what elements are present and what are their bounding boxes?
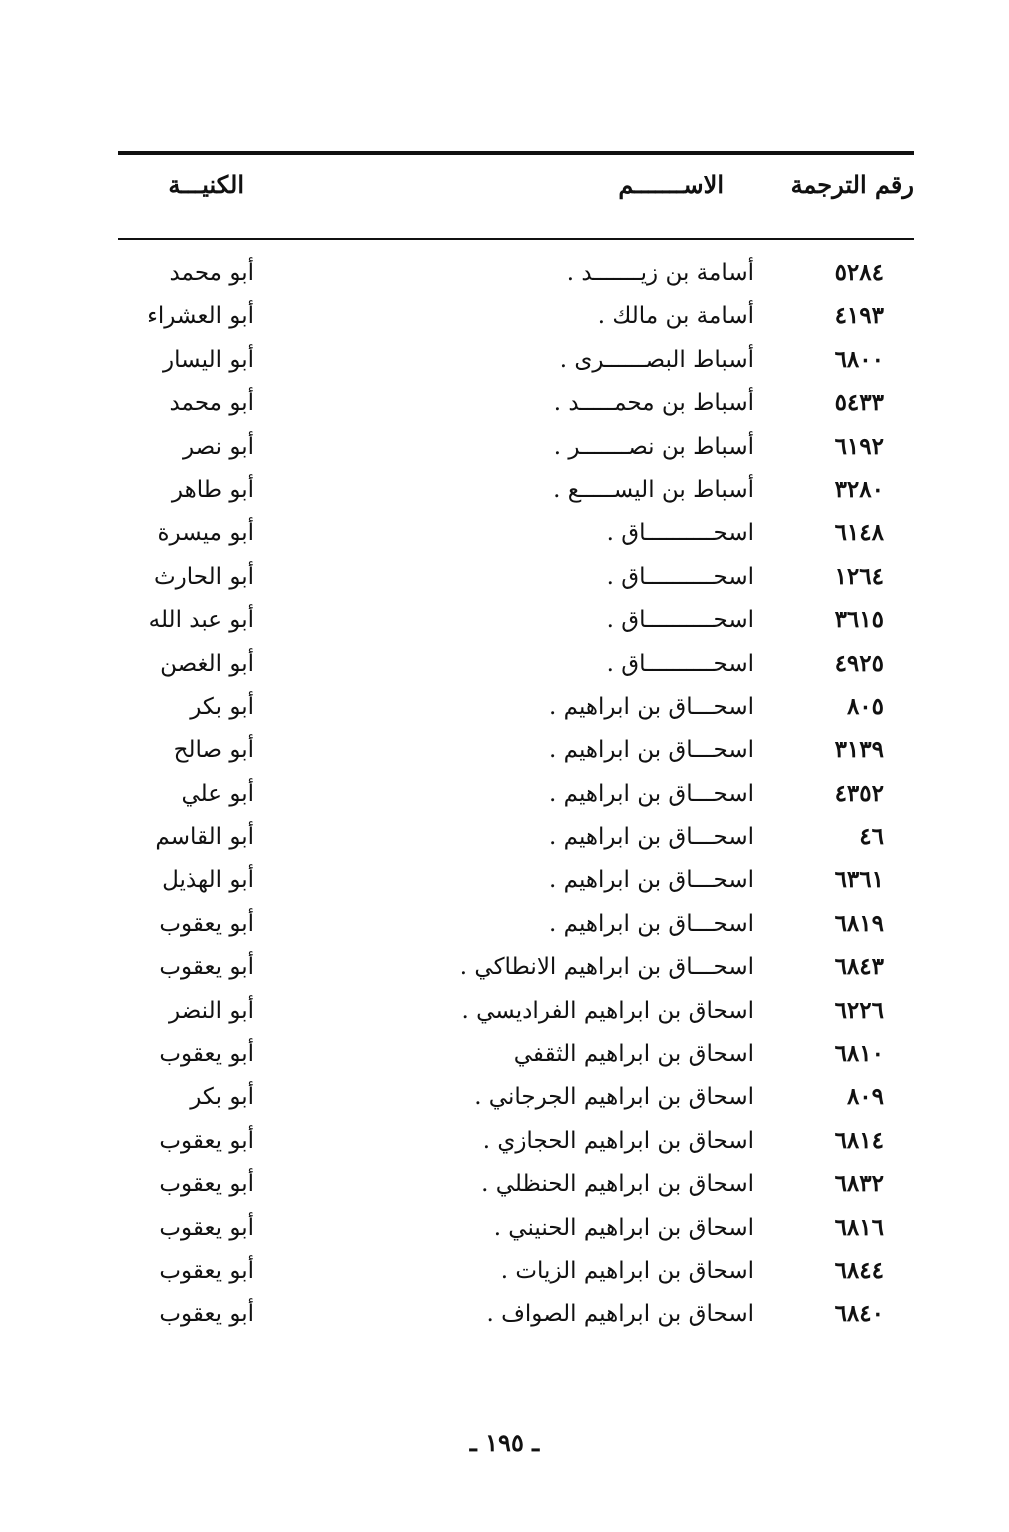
- entry-name: اسحاق بن ابراهيم الفراديسي .: [461, 997, 754, 1024]
- table-row: [118, 1080, 914, 1123]
- entry-kunya: أبو علي: [181, 780, 254, 807]
- entry-kunya: أبو ميسرة: [157, 520, 254, 547]
- table-row: [118, 516, 914, 559]
- entry-number: ٥٤٣٣: [834, 389, 884, 417]
- entry-kunya: أبو يعقوب: [159, 1257, 254, 1284]
- table-row: [118, 343, 914, 386]
- entry-name: اسحــــــــــاق .: [606, 563, 754, 590]
- entry-number: ٦٨٠٠: [834, 345, 884, 373]
- entry-kunya: أبو النضر: [169, 997, 254, 1024]
- table-row: [118, 430, 914, 473]
- entry-number: ٦٨١٩: [834, 909, 884, 937]
- table-row: [118, 473, 914, 516]
- table-row: [118, 907, 914, 950]
- table-row: [118, 647, 914, 690]
- entry-kunya: أبو يعقوب: [159, 954, 254, 981]
- entry-name: اسحاق بن ابراهيم الصواف .: [486, 1301, 754, 1328]
- entry-number: ٦٨٣٢: [834, 1170, 884, 1198]
- entry-name: اسحـــاق بن ابراهيم .: [549, 910, 754, 937]
- entry-name: اسحاق بن ابراهيم الحنيني .: [493, 1214, 754, 1241]
- entry-number: ٦٨٤٣: [834, 953, 884, 981]
- entry-name: اسحـــاق بن ابراهيم .: [549, 737, 754, 764]
- table-row: [118, 777, 914, 820]
- header-name: الاســـــــم: [618, 170, 724, 199]
- entry-number: ٨٠٥: [846, 692, 884, 720]
- entry-name: اسحاق بن ابراهيم الزيات .: [500, 1257, 754, 1284]
- entry-name: اسحـــاق بن ابراهيم .: [549, 780, 754, 807]
- entry-name: أسامة بن زيـــــــد .: [566, 260, 754, 286]
- header-bottom-rule: [118, 238, 914, 240]
- entry-number: ٤٣٥٢: [834, 779, 884, 807]
- entry-name: أسباط بن اليســـــع .: [553, 476, 754, 503]
- entry-name: اسحـــاق بن ابراهيم .: [549, 824, 754, 851]
- table-row: [118, 560, 914, 603]
- table-row: [118, 863, 914, 906]
- entry-name: اسحاق بن ابراهيم الثقفي: [513, 1041, 754, 1068]
- entry-kunya: أبو العشراء: [147, 303, 254, 330]
- entry-kunya: أبو بكر: [190, 1084, 254, 1111]
- entry-name: أسباط بن نصـــــــر .: [553, 433, 754, 460]
- entry-number: ٦٨٤٤: [834, 1256, 884, 1284]
- table-header: [118, 170, 914, 210]
- entry-kunya: أبو يعقوب: [159, 1171, 254, 1198]
- table-row: [118, 1297, 914, 1340]
- entry-kunya: أبو يعقوب: [159, 1214, 254, 1241]
- entry-number: ٤٩٢٥: [834, 649, 884, 677]
- entry-name: اسحاق بن ابراهيم الحنظلي .: [481, 1171, 754, 1198]
- entry-number: ٤١٩٣: [834, 302, 884, 330]
- entry-name: اسحـــاق بن ابراهيم .: [549, 867, 754, 894]
- entry-name: أسباط بن محمـــــد .: [553, 390, 754, 417]
- entry-number: ٦٨١٦: [834, 1213, 884, 1241]
- entry-name: اسحاق بن ابراهيم الجرجاني .: [474, 1084, 754, 1111]
- entry-number: ٣٦١٥: [834, 606, 884, 634]
- entry-number: ٦٨١٠: [834, 1040, 884, 1068]
- page-number: ـ ١٩٥ ـ: [469, 1428, 540, 1457]
- entry-kunya: أبو اليسار: [163, 346, 254, 373]
- table-row: [118, 1037, 914, 1080]
- entry-kunya: أبو طاهر: [171, 476, 254, 503]
- entry-name: اسحـــاق بن ابراهيم الانطاكي .: [459, 954, 754, 981]
- table-row: [118, 256, 914, 299]
- table-row: [118, 690, 914, 733]
- entry-number: ٦٢٢٦: [834, 996, 884, 1024]
- entry-kunya: أبو الحارث: [154, 563, 254, 590]
- table-row: [118, 733, 914, 776]
- entry-kunya: أبو يعقوب: [159, 1041, 254, 1068]
- entry-number: ٦١٩٢: [834, 432, 884, 460]
- table-row: [118, 1167, 914, 1210]
- header-top-rule: [118, 151, 914, 155]
- entry-number: ٦٨١٤: [834, 1126, 884, 1154]
- table-row: [118, 994, 914, 1037]
- entry-number: ٨٠٩: [846, 1083, 884, 1111]
- entry-kunya: أبو محمد: [169, 390, 254, 417]
- table-row: [118, 950, 914, 993]
- entry-number: ٣٢٨٠: [834, 475, 884, 503]
- header-number: رقم الترجمة: [790, 170, 914, 199]
- entry-name: اسحــــــــــاق .: [606, 520, 754, 547]
- entry-kunya: أبو الغصن: [160, 650, 254, 677]
- entry-kunya: أبو يعقوب: [159, 1301, 254, 1328]
- entry-kunya: أبو صالح: [173, 737, 254, 764]
- table-row: [118, 603, 914, 646]
- table-row: [118, 1211, 914, 1254]
- entry-name: اسحـــاق بن ابراهيم .: [549, 693, 754, 720]
- entry-kunya: أبو نصر: [182, 433, 254, 460]
- entry-kunya: أبو يعقوب: [159, 910, 254, 937]
- header-kunya: الكنيـــة: [168, 170, 244, 199]
- entry-kunya: أبو بكر: [190, 693, 254, 720]
- table-row: [118, 820, 914, 863]
- entry-number: ٦٨٤٠: [834, 1300, 884, 1328]
- entry-kunya: أبو يعقوب: [159, 1127, 254, 1154]
- entry-number: ٤٦: [859, 823, 884, 851]
- entry-name: اسحــــــــــاق .: [606, 607, 754, 634]
- table-row: [118, 1124, 914, 1167]
- entry-number: ١٢٦٤: [834, 562, 884, 590]
- entry-number: ٦١٤٨: [834, 519, 884, 547]
- entry-kunya: أبو القاسم: [155, 824, 254, 851]
- table-row: [118, 1254, 914, 1297]
- table-body: [118, 256, 914, 1341]
- entry-name: أسامة بن مالك .: [597, 303, 754, 330]
- entry-number: ٥٢٨٤: [834, 259, 884, 286]
- entry-name: اسحاق بن ابراهيم الحجازي .: [482, 1127, 754, 1154]
- entry-number: ٣١٣٩: [834, 736, 884, 764]
- entry-name: أسباط البصــــــرى .: [559, 346, 754, 373]
- table-row: [118, 299, 914, 342]
- entry-kunya: أبو عبد الله: [148, 607, 254, 634]
- entry-kunya: أبو الهذيل: [162, 867, 254, 894]
- entry-kunya: أبو محمد: [169, 260, 254, 286]
- entry-number: ٦٣٦١: [834, 866, 884, 894]
- table-row: [118, 386, 914, 429]
- entry-name: اسحــــــــــاق .: [606, 650, 754, 677]
